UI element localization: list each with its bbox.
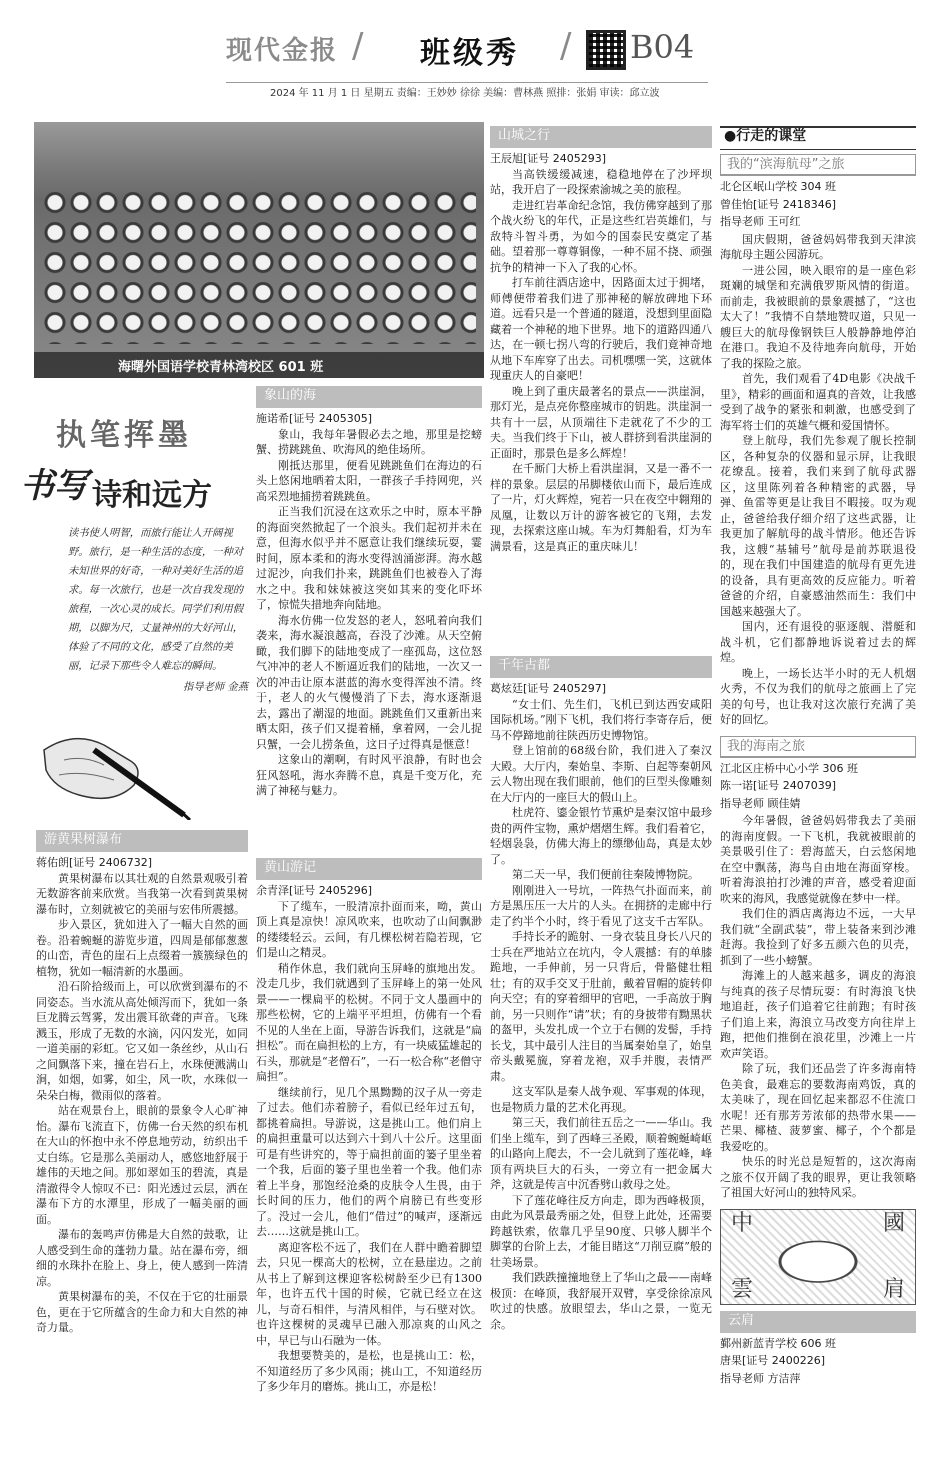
column-header <box>720 126 916 150</box>
article-title: 我的海南之旅 <box>720 736 916 758</box>
paragraph: 一进公园，映入眼帘的是一座色彩斑斓的城堡和充满俄罗斯风情的街道。而前走，我被眼前的景象震撼了，“这也太大了！”我情不自禁地赞叹道，只见一艘巨大的航母像钢铁巨人般静静地停泊在港口。我迫不及待地奔向航母，开始了我的探险之旅。 <box>720 263 916 370</box>
paragraph: 瀑布的轰鸣声仿佛是大自然的鼓歌，让人感受到生命的蓬勃力量。站在瀑布旁，细细的水珠扑在脸上、身上，使人感到一阵清凉。 <box>36 1228 248 1288</box>
paragraph: 刚抵达那里，便看见跳跳鱼们在海边的石头上悠闲地晒着太阳，一群孩子手持网兜，兴高采烈地捕捞着跳跳鱼。 <box>256 458 482 503</box>
paragraph: 这支军队是秦人战争观、军事观的体现，也是物质力量的艺术化再现。 <box>490 1085 712 1114</box>
feature-title-main: 执笔挥墨 <box>56 418 192 453</box>
paragraph: 我们住的酒店离海边不远，一大早我们就“全副武装”，带上装备来到沙滩赶海。我捡到了好多五颜六色的贝壳，抓到了一些小螃蟹。 <box>720 907 916 967</box>
article-title: 游黄果树瀑布 <box>36 830 248 852</box>
page-number: B04 <box>630 28 695 66</box>
artwork-author: 唐果[证号 2400226] <box>720 1354 826 1367</box>
article-xiangshan <box>256 386 482 799</box>
artwork-school: 鄞州新蓝青学校 606 班 <box>720 1336 836 1350</box>
article-waterfall <box>36 830 248 1336</box>
paragraph: 首先，我们观看了4D电影《决战千里》，精彩的画面和逼真的音效，让我感受到了战争的紧张和刺激，也感受到了海军将士们的英雄气概和爱国情怀。 <box>720 372 916 432</box>
article-huangshan <box>256 858 482 1395</box>
paragraph: 晚上，一场长达半小时的无人机烟火秀，不仅为我们的航母之旅画上了完美的句号，也让我对这次旅行充满了美好的回忆。 <box>720 666 916 726</box>
artwork-title: 云肩 <box>720 1311 916 1333</box>
paragraph: 黄果树瀑布以其壮观的自然景观吸引着无数游客前来欣赏。当我第一次看到黄果树瀑布时，立刻就被它的美丽与宏伟所震撼。 <box>36 871 248 916</box>
article-title: 象山的海 <box>256 386 482 408</box>
divider-slash: / <box>352 26 364 66</box>
article-title: 千年古都 <box>490 656 712 678</box>
feature-title-block <box>14 400 250 830</box>
paragraph: 继续前行，见几个黑黝黝的汉子从一旁走了过去。他们赤着膀子，看似已经年过五旬，都挑着扁担。导游说，这是挑山工。他们肩上的扁担重量可以达到六十到八十公斤。这里面可是有些讲究的，等于扁担前面的篓子里坐着一个我，后面的篓子里也坐着一个我。他们赤着上半身，那饱经沧桑的皮肤令人生畏，由于长时间的压力，他们的两个肩膀已有些变形了。没过一会儿，他们“借过”的喊声，逐渐远去……这就是挑山工。 <box>256 1085 482 1238</box>
paragraph: 第三天，我们前往五岳之一——华山。我们坐上缆车，到了西峰三圣殿，顺着蜿蜒崎岖的山路向上爬去，不一会儿就到了莲花峰，峰顶有两块巨大的石头，一旁立有一把金属大斧，这就是传言中沉香劈山救母之处。 <box>490 1116 712 1191</box>
article-author: 蒋佑朗[证号 2406732] <box>36 856 153 869</box>
article-author: 余青泽[证号 2405296] <box>256 884 373 897</box>
paragraph: 下了莲花峰往反方向走，即为西峰极顶，由此为风景最秀丽之处，但登上此处，还需要跨越铁索，依靠几乎呈90度、只够人脚半个脚掌的台阶上去，才能目睹这“刀削豆腐”般的壮美场景。 <box>490 1193 712 1269</box>
article-xian <box>490 656 712 1332</box>
article-chongqing <box>490 126 712 554</box>
drawing-char: 國 <box>882 1210 905 1236</box>
yunjian-drawing <box>720 1209 916 1305</box>
feature-teacher: 指导老师 金燕 <box>182 681 248 693</box>
paragraph: 我们跌跌撞撞地登上了华山之最——南峰极顶：在峰顶，我舒展开双臂，享受徐徐凉风吹过的快感。放眼望去，华山之景，一览无余。 <box>490 1271 712 1331</box>
article-title: 我的“滨海航母”之旅 <box>720 154 916 176</box>
paragraph: 当高铁缓缓减速，稳稳地停在了沙坪坝站，我开启了一段探索渝城之美的旅程。 <box>490 167 712 196</box>
paragraph: 海滩上的人越来越多，调皮的海浪与纯真的孩子尽情玩耍：有时海浪飞快地追赶，孩子们追着它往前跑；有时孩子们追上来，海浪立马改变方向往岸上跑，把他们推倒在浪花里，沙滩上一片欢声笑语。 <box>720 969 916 1060</box>
paragraph: 站在观景台上，眼前的景象令人心旷神怡。瀑布飞流直下，仿佛一台天然的织布机在大山的怀抱中永不停息地劳动，纺织出千丈白练。它是那么美丽动人，感悠地舒展于雄伟的天地之间。那如翠如玉的碧流，真是清澈得令人惊叹不已：阳光透过云层，洒在瀑布下方的水潭里，形成了一幅美丽的画面。 <box>36 1104 248 1226</box>
paragraph: 下了缆车，一股清凉扑面而来，呦，黄山顶上真是凉快！凉风吹来，也吹动了山间飘渺的缕缕轻云。云间，有几棵松树若隐若现，它们是山之精灵。 <box>256 899 482 959</box>
header-rule <box>226 82 708 83</box>
feature-title-sub: 诗和远方 <box>92 478 212 513</box>
column-walking-classroom <box>720 126 916 1388</box>
drawing-char: 雲 <box>731 1277 754 1302</box>
paragraph: 我想要赞美的，是松，也是挑山工：松，不知道经历了多少风雨；挑山工，不知道经历了多少年月的磨炼。挑山工，亦是松！ <box>256 1349 482 1393</box>
students-group <box>42 192 476 344</box>
paragraph: 手持长矛的跪射、一身衣装且身长八尺的士兵在严地站立在坑内，令人震撼：有的单膝跪地，一手伸前，另一只背后，骨骼健壮粗壮；有的双手交叉于肚前，戴着冒帽的旋转仰向天空；有的穿着细甲的官吧，一手高放于胸前，另一只则作“请”状；有的身披带有黝黑状的盔甲，头发扎成一个立于右侧的发髻，手持长戈，其中最引人注目的当属秦始皇了，始皇帝头戴冕旒，穿着龙袍，双手并腹，表情严肃。 <box>490 930 712 1083</box>
article-author: 王辰旭[证号 2405293] <box>490 152 607 165</box>
paragraph: 杜虎符、鎏金银竹节熏炉是秦汉馆中最珍贵的两件宝物，熏炉熠熠生辉。我们看着它，轻烟袅袅，仿佛大海上的缥缈仙岛，真是太妙了。 <box>490 806 712 866</box>
masthead <box>0 0 934 100</box>
paragraph: 今年暑假，爸爸妈妈带我去了美丽的海南度假。一下飞机，我就被眼前的美景吸引住了：碧海蓝天，白云悠闲地在空中飘荡，海鸟自由地在海面穿梭。听着海浪拍打沙滩的声音，感受着迎面吹来的海风，我感觉就像在梦中一样。 <box>720 814 916 905</box>
paragraph: 这象山的潮啊，有时风平浪静，有时也会狂风怒吼，海水奔腾不息，真是千变万化，充满了神秘与魅力。 <box>256 753 482 797</box>
paragraph: 在千厮门大桥上看洪崖洞，又是一番不一样的景象。层层的吊脚楼依山而下，最后连成了一片，灯火辉煌，宛若一只在夜空中翱翔的凤凰，让数以万计的游客被它的飞翔，去发现，去探索这座山城。车为灯舞船看，灯为车满景看，这是真正的重庆味儿！ <box>490 462 712 553</box>
paragraph: 离迎客松不远了，我们在人群中瞻着脚望去，只见一棵高大的松树，立在悬崖边。之前从书上了解到这棵迎客松树龄至少已有1300年，也许五代十国的时候，它就已经立在这儿，与奇石相伴，与清风相伴，与石壁对饮。也许这棵树的灵魂早已融入那凉爽的山风之中，早已与山石融为一体。 <box>256 1240 482 1347</box>
paragraph: 打车前往酒店途中，因路面太过于拥堵，师傅便带着我们进了那神秘的解放碑地下环道。远看只是一个普通的隧道，没想到里面隐藏着一个神秘的地下世界。地下的道路四通八达，在一顿七拐八弯的行驶后，我们竟神奇地从地下车库穿了出去。司机嘿嘿一笑，这就体现重庆人的自豪吧！ <box>490 276 712 382</box>
column-header-label: ●行走的课堂 <box>724 128 807 144</box>
drawing-char: 肩 <box>882 1277 905 1302</box>
divider-slash: / <box>560 26 572 66</box>
article-title: 黄山游记 <box>256 858 482 880</box>
feature-title-script: 书写 <box>20 466 88 506</box>
paragraph: 正当我们沉浸在这欢乐之中时，原本平静的海面突然掀起了一个浪头。我们起初并未在意，但海水似乎并不愿意让我们继续玩耍，霎时间，原本柔和的海水变得汹涌澎湃。海水越过泥沙，向我们扑来，跳跳鱼们也被卷入了海水之中。我和妹妹被这突如其来的变化吓坏了，惊慌失措地奔向陆地。 <box>256 505 482 611</box>
paragraph: “女士们、先生们，飞机已到达西安咸阳国际机场。”刚下飞机，我们将行李寄存后，便马不停蹄地前往陕西历史博物馆。 <box>490 697 712 742</box>
section-title: 班级秀 <box>420 36 519 71</box>
class-photo <box>34 122 484 378</box>
issue-meta: 2024 年 11 月 1 日 星期五 责编：王妙妙 徐徐 美编：曹林燕 照排：张娟 审读：邱立波 <box>270 88 660 99</box>
paragraph: 国庆假期，爸爸妈妈带我到天津滨海航母主题公园游玩。 <box>720 232 916 261</box>
paragraph: 黄果树瀑布的美，不仅在于它的壮丽景色，更在于它所蕴含的生命力和大自然的神奇力量。 <box>36 1290 248 1334</box>
paragraph: 沿石阶拾级而上，可以欣赏到瀑布的不同姿态。当水流从高处倾泻而下，犹如一条巨龙腾云驾雾，发出震耳欲聋的声音。飞珠溅玉，形成了无数的水滴，闪闪发光，如同一道美丽的彩虹。它又如一条丝纱，从山石之间飘落下来，撞在岩石上，水珠便溅满山涧，如烟，如雾，如尘，风一吹，水珠似一朵朵白梅，微雨似的落着。 <box>36 980 248 1102</box>
feature-intro-text: 读书使人明智，而旅行能让人开阔视野。旅行，是一种生活的态度，一种对未知世界的好奇，一种对美好生活的追求。每一次旅行，也是一次自我发现的旅程，一次心灵的成长。同学们利用假期，以脚为尺，丈量神州的大好河山，体验了不同的文化，感受了自然的美丽，记录下那些令人难忘的瞬间。 <box>68 527 244 672</box>
paragraph: 稍作休息，我们就向玉屏峰的旗地出发。没走几步，我们就遇到了玉屏峰上的第一处风景——一棵扁平的松树。不同于文人墨画中的那些松树，它的上端平平坦坦，仿佛有一个看不见的人坐在上面，导游告诉我们，这就是“扁担松”。而在扁担松的上方，有一块威猛雄起的石头，那就是“老僧石”，一石一松合称“老僧守扁担”。 <box>256 961 482 1083</box>
paragraph: 海水仿佛一位发怒的老人，怒吼着向我们袭来，海水凝浪越高，吞没了沙滩。从天空俯瞰，我们脚下的陆地变成了一座孤岛，这位怒气冲冲的老人不断逼近我们的陆地，一次又一次的冲击让原本湛蓝的海水变得浑浊不清。终于，老人的火气慢慢消了下去，海水逐渐退去，露出了潮湿的地面。跳跳鱼们又重新出来晒太阳，孩子们又提着桶，拿着网，一会儿捉只蟹，一会儿捞条鱼，这日子过得真是惬意！ <box>256 613 482 751</box>
qr-code-icon <box>586 30 626 70</box>
paragraph: 快乐的时光总是短暂的，这次海南之旅不仅开阔了我的眼界，更让我领略了祖国大好河山的独特风采。 <box>720 1155 916 1199</box>
paragraph: 步入景区，犹如进入了一幅大自然的画卷。沿着蜿蜒的游览步道，四周是郁郁葱葱的山峦，青色的崖石上点缀着一簇簇绿色的植物，犹如一幅清新的水墨画。 <box>36 918 248 978</box>
paragraph: 走进红岩革命纪念馆，我仿佛穿越到了那个战火纷飞的年代，正是这些红岩英雄们，与敌特斗智斗勇，为如今的国泰民安奠定了基础。望着那一尊尊铜像，一种不屈不挠、顽强抗争的精神一下入了我的心怀。 <box>490 198 712 274</box>
paragraph: 刚刚进入一号坑，一阵热气扑面而来，前方是黑压压一大片的人头。在拥挤的走廊中行走了约半个小时，终于看见了这支千古军队。 <box>490 883 712 928</box>
paragraph: 登上航母，我们先参观了舰长控制区，各种复杂的仪器和显示屏，让我眼花缭乱。接着，我们来到了航母武器区，这里陈列着各种精密的武器，导弹、鱼雷等更是让我目不暇接。叹为观止，爸爸给我仔细介绍了这些武器，让我更加了解航母的战斗情形。他还告诉我，这艘“基辅号”航母是前苏联退役的，现在我们中国建造的航母有更先进的设备，具有更高效的反应能力。听着爸爸的介绍，自豪感油然而生：我们中国越来越强大了。 <box>720 434 916 618</box>
feature-intro <box>68 524 248 697</box>
article-author: 曾佳怡[证号 2418346] <box>720 197 837 211</box>
paragraph: 除了玩，我们还品尝了许多海南特色美食，最难忘的要数海南鸡饭，真的太美味了，现在回忆起来都忍不住流口水呢！还有那芳芳浓郁的热带水果——芒果、椰楂、菠萝蜜、椰子，个个都是我爱吃的。 <box>720 1062 916 1153</box>
photo-caption: 海曙外国语学校青林湾校区 601 班 <box>34 352 484 378</box>
paragraph: 登上馆前的68级台阶，我们进入了秦汉大殿。大厅内，秦始皇、李斯、白起等秦朝风云人物出现在我们眼前，他们的巨型头像雕刻在大厅内的一座巨大的假山上。 <box>490 744 712 804</box>
article-school: 江北区庄桥中心小学 306 班 <box>720 761 858 775</box>
article-author: 葛炫廷[证号 2405297] <box>490 682 607 695</box>
paragraph: 象山，我每年暑假必去之地，那里是挖螃蟹、捞跳跳鱼、吹海风的绝佳场所。 <box>256 427 482 456</box>
article-author: 施诺希[证号 2405305] <box>256 412 373 425</box>
drawing-char: 中 <box>731 1210 754 1236</box>
hand-pen-illustration <box>34 690 194 820</box>
paragraph: 晚上到了重庆最著名的景点——洪崖洞，那灯光，是点亮你整座城市的钥匙。洪崖洞一共有十一层，从顶端往下走就花了不少的工夫。当我们终于下山，被人群挤到看洪崖洞的正面时，那景色是多么辉煌！ <box>490 384 712 460</box>
paragraph: 国内，还有退役的驱逐舰、潜艇和战斗机，它们都静地诉说着过去的辉煌。 <box>720 620 916 664</box>
artwork-teacher: 指导老师 方洁萍 <box>720 1371 801 1385</box>
article-teacher: 指导老师 顾佳婧 <box>720 796 801 810</box>
paragraph: 第二天一早，我们便前往秦陵博物院。 <box>512 868 699 881</box>
newspaper-logo: 现代金报 <box>226 36 339 66</box>
article-author: 陈一诺[证号 2407039] <box>720 779 837 792</box>
article-school: 北仑区岷山学校 304 班 <box>720 180 836 193</box>
article-title: 山城之行 <box>490 126 712 148</box>
article-teacher: 指导老师 王可红 <box>720 215 801 228</box>
